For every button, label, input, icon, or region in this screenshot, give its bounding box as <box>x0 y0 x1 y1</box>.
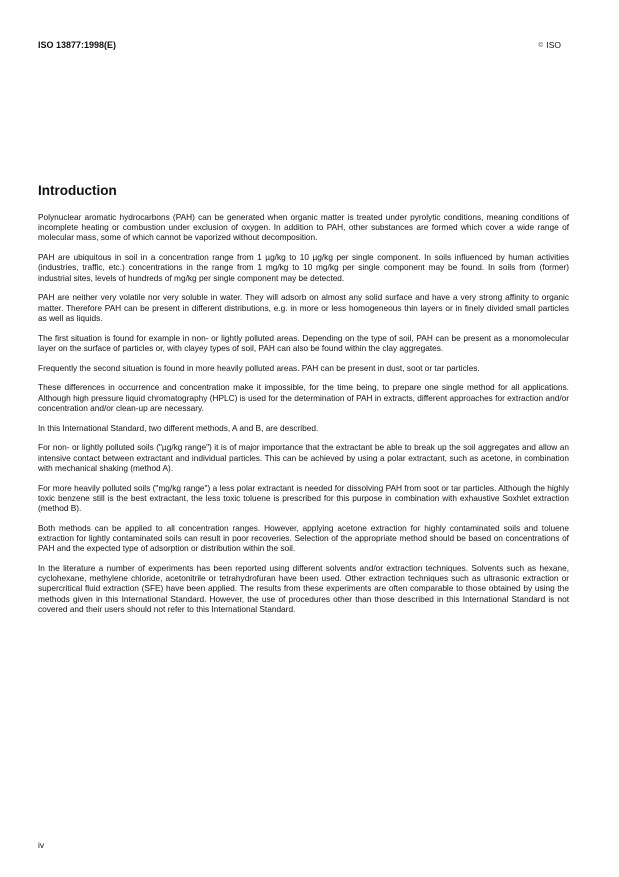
page-number: iv <box>38 840 45 850</box>
paragraph: For more heavily polluted soils ("mg/kg range") a less polar extractant is needed for dissolving PAH from soot or tar particles. Although the highly toxic benzene still is the best extractant, the less toxic toluene is prescribed for this purpose in combination with exhaustive Soxhlet extraction (method B). <box>38 482 569 514</box>
introduction-section <box>38 183 569 624</box>
paragraph: PAH are ubiquitous in soil in a concentration range from 1 µg/kg to 10 µg/kg per single component. In soils influenced by human activities (industries, traffic, etc.) concentrations in the range from 1 mg/kg to 10 mg/kg per single component may be found. In soils from (former) industrial sites, levels of hundreds of mg/kg per single component may be detected. <box>38 252 569 283</box>
paragraph: Frequently the second situation is found in more heavily polluted areas. PAH can be present in dust, soot or tar particles. <box>38 362 480 373</box>
copyright-holder: ISO <box>546 40 561 50</box>
paragraph: These differences in occurrence and concentration make it impossible, for the time being, to prepare one single method for all applications. Although high pressure liquid chromatography (HPLC) is used for the determination of PAH in extracts, different approaches for extraction and/or concentration and/or clean-up are necessary. <box>38 382 569 413</box>
paragraph: In the literature a number of experiments has been reported using different solvents and/or extraction techniques. Solvents such as hexane, cyclohexane, methylene chloride, acetonitrile or tetrahydrofuran have been used. Other extraction techniques such as ultrasonic extraction or supercritical fluid extraction (SFE) have been applied. The results from these experiments are often comparable to those obtained by using the methods given in this International Standard. However, the use of procedures other than those described in this International Standard is not covered and their users should not refer to this International Standard. <box>38 563 569 614</box>
paragraph: The first situation is found for example in non- or lightly polluted areas. Depending on the type of soil, PAH can be present as a monomolecular layer on the surface of particles or, with clayey types of soil, PAH can also be found within the clay aggregates. <box>38 332 569 353</box>
section-title: Introduction <box>38 183 117 198</box>
copyright-notice <box>539 40 561 50</box>
paragraph: PAH are neither very volatile nor very soluble in water. They will adsorb on almost any solid surface and have a very strong affinity to organic matter. Therefore PAH can be present in different distributions, e.g. in more or less homogeneous thin layers or in finely divided small particles as well as liquids. <box>38 292 569 323</box>
document-id: ISO 13877:1998(E) <box>38 40 117 50</box>
paragraph: Both methods can be applied to all concentration ranges. However, applying acetone extraction for highly contaminated soils and toluene extraction for lightly contaminated soils can result in poor recoveries. Selection of the appropriate method should be based on concentrations of PAH and the expected type of adsorption or distribution within the soil. <box>38 522 569 554</box>
paragraph: Polynuclear aromatic hydrocarbons (PAH) can be generated when organic matter is treated under pyrolytic conditions, meaning conditions of incomplete heating or combustion under exclusion of oxygen. In addition to PAH, other substances are formed which cover a wide range of molecular mass, some of which cannot be vaporized without decomposition. <box>38 212 569 243</box>
paragraph: For non- or lightly polluted soils ("µg/kg range") it is of major importance that the extractant be able to break up the soil aggregates and allow an intensive contact between extractant and individual particles. This can be achieved by using a polar extractant, such as acetone, in combination with mechanical shaking (method A). <box>38 442 569 473</box>
copyright-symbol: © <box>538 43 543 49</box>
paragraph: In this International Standard, two different methods, A and B, are described. <box>38 422 319 433</box>
